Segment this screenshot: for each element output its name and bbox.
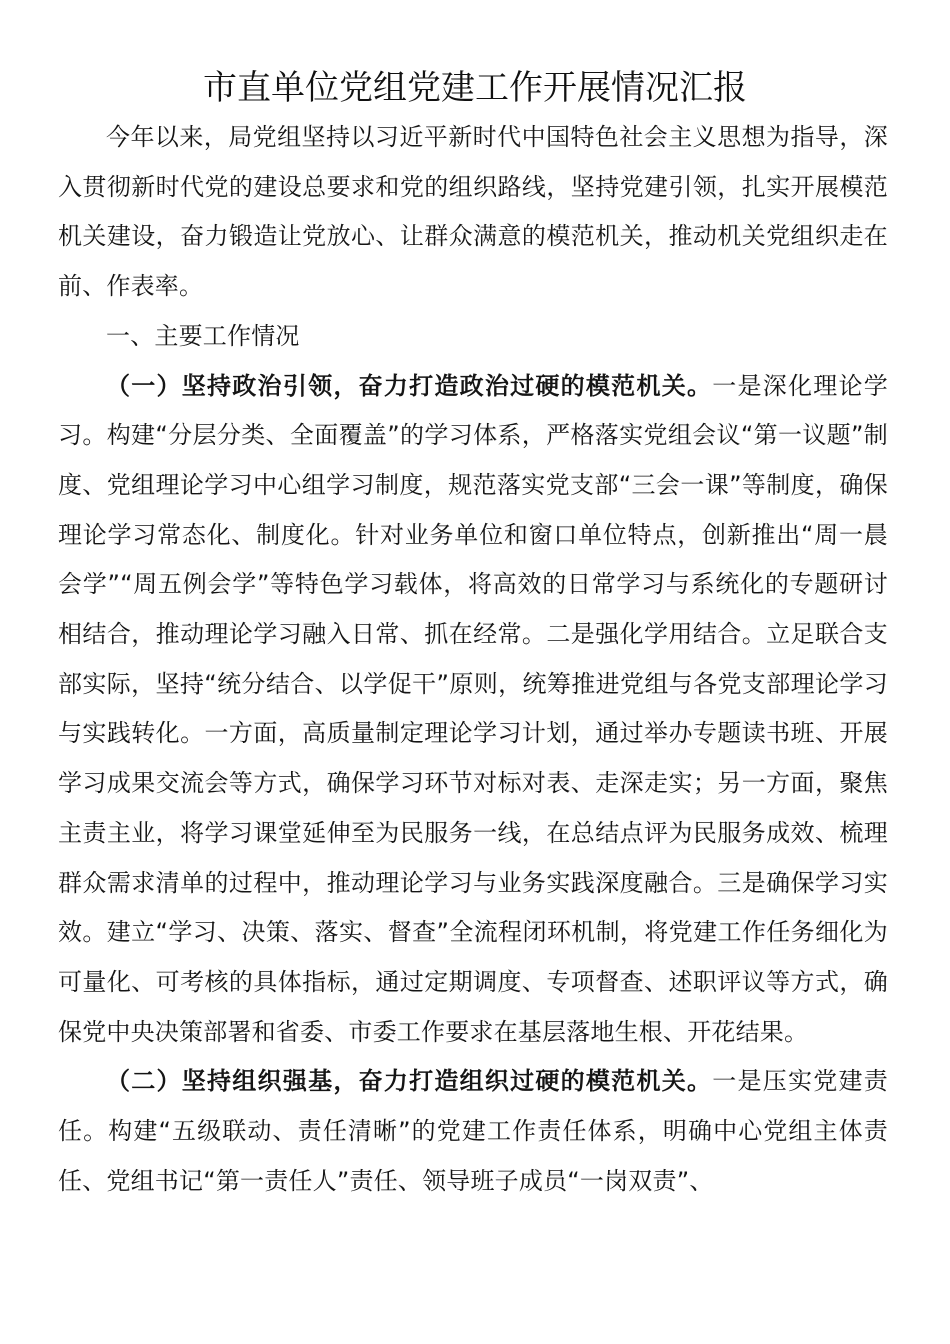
item-two-text: 一是压实党建责任。构建“五级联动、责任清晰”的党建工作责任体系，明确中心党组主体责任、党组书记“第一责任人”责任、领导班子成员“一岗双责”、 [58, 1067, 888, 1195]
item-one-text: 一是深化理论学习。构建“分层分类、全面覆盖”的学习体系，严格落实党组会议“第一议题”制度、党组理论学习中心组学习制度，规范落实党支部“三会一课”等制度，确保理论学习常态化、制度化。针对业务单位和窗口单位特点，创新推出“周一晨会学”“周五例会学”等特色学习载体，将高效的日常学习与系统化的专题研讨相结合，推动理论学习融入日常、抓在经常。二是强化学用结合。立足联合支部实际，坚持“统分结合、以学促干”原则，统筹推进党组与各党支部理论学习与实践转化。一方面，高质量制定理论学习计划，通过举办专题读书班、开展学习成果交流会等方式，确保学习环节对标对表、走深走实；另一方面，聚焦主责主业，将学习课堂延伸至为民服务一线，在总结点评为民服务成效、梳理群众需求清单的过程中，推动理论学习与业务实践深度融合。三是确保学习实效。建立“学习、决策、落实、督查”全流程闭环机制，将党建工作任务细化为可量化、可考核的具体指标，通过定期调度、专项督查、述职评议等方式，确保党中央决策部署和省委、市委工作要求在基层落地生根、开花结果。 [58, 371, 888, 1046]
document-body [58, 113, 888, 1206]
item-one-lead: （一）坚持政治引领，奋力打造政治过硬的模范机关。 [106, 371, 713, 400]
item-one-paragraph [58, 362, 888, 1058]
intro-paragraph: 今年以来，局党组坚持以习近平新时代中国特色社会主义思想为指导，深入贯彻新时代党的建设总要求和党的组织路线，坚持党建引领，扎实开展模范机关建设，奋力锻造让党放心、让群众满意的模范机关，推动机关党组织走在前、作表率。 [58, 123, 888, 301]
item-two-lead: （二）坚持组织强基，奋力打造组织过硬的模范机关。 [106, 1067, 713, 1096]
section-heading: 一、主要工作情况 [106, 321, 300, 350]
item-two-paragraph [58, 1057, 888, 1206]
document-title: 市直单位党组党建工作开展情况汇报 [203, 68, 747, 108]
